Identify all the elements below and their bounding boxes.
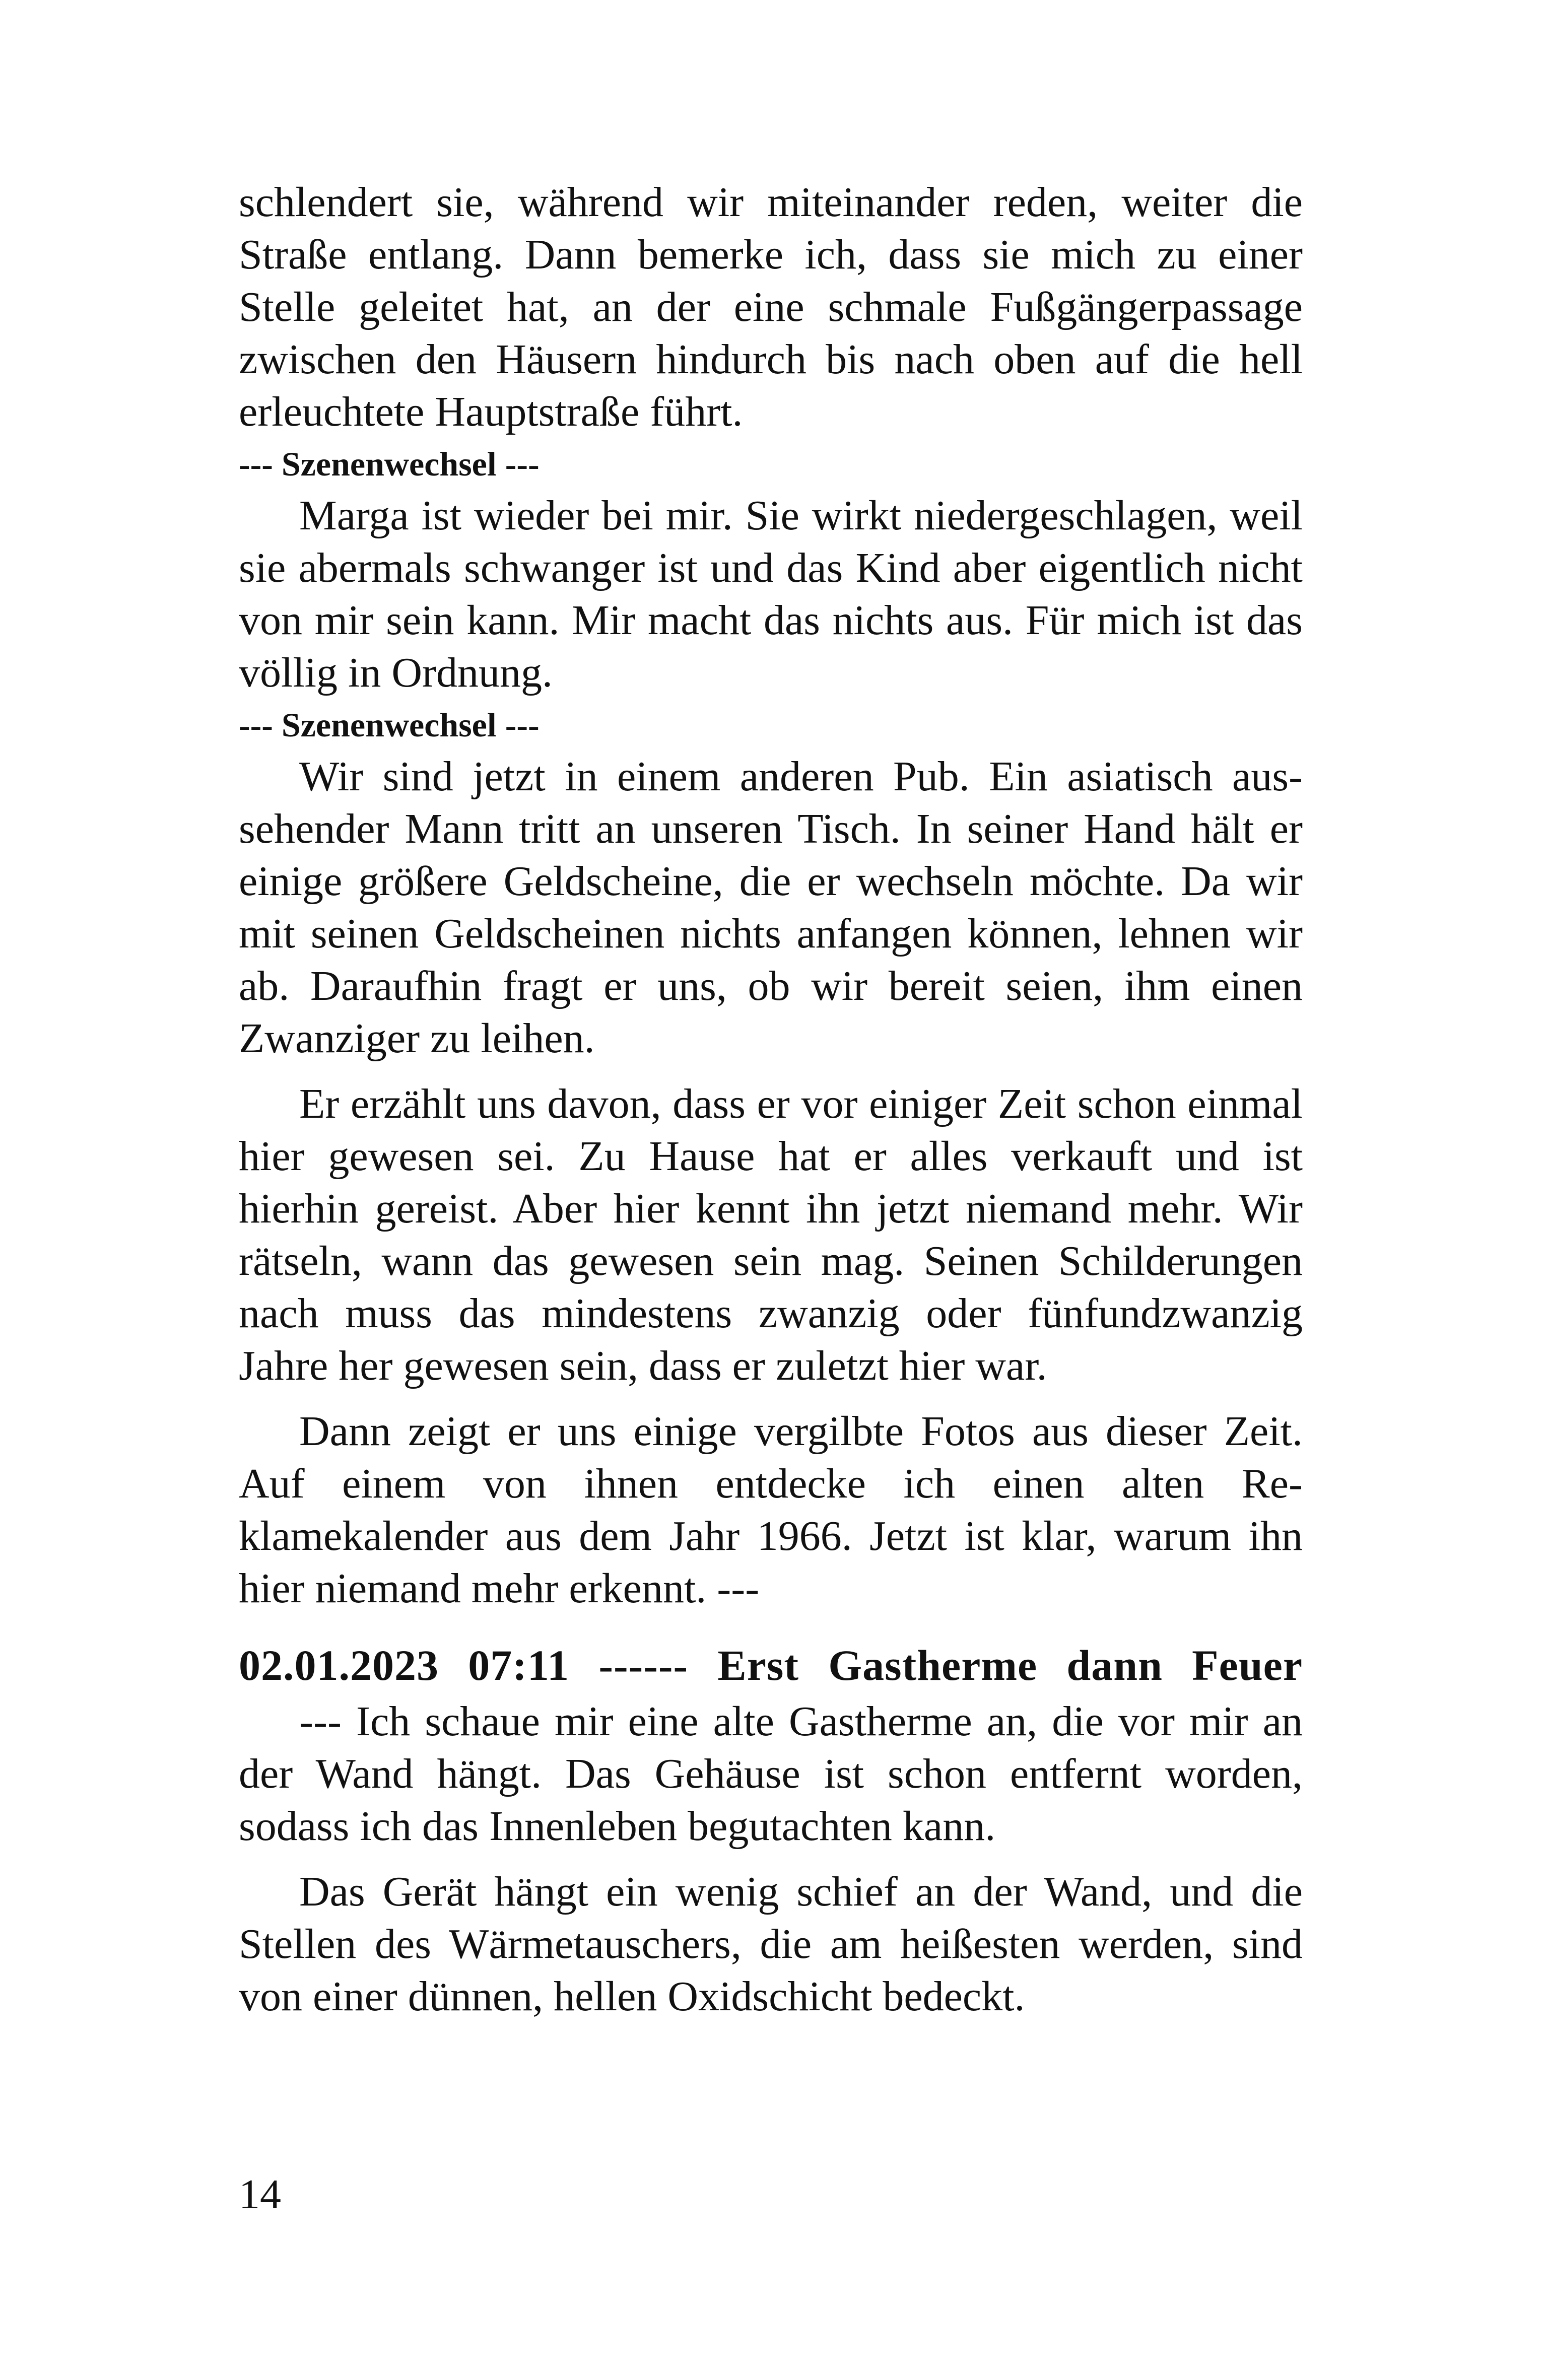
scene-break: --- Szenenwechsel --- bbox=[239, 706, 540, 744]
paragraph-continuation: schlendert sie, während wir miteinander reden, weiter die Straße entlang. Dann bemerke ich, dass sie mich zu einer Stelle geleitet hat, an der eine schmale Fußgängerpassage zwischen den Häusern hindurch bis nach oben auf die hell erleuchtete Hauptstraße führt. bbox=[239, 179, 1303, 435]
paragraph: Das Gerät hängt ein wenig schief an der Wand, und die Stellen des Wärmetauschers, die am heißesten werden, sind von einer dünnen, hellen Oxidschicht bedeckt. bbox=[239, 1868, 1303, 2020]
paragraph: Dann zeigt er uns einige vergilbte Fotos aus dieser Zeit. Auf einem von ihnen entdecke ich einen alten Reklamekalender aus dem Jahr 1966. Jetzt ist klar, warum ihn hier niemand mehr erkennt. --- bbox=[239, 1408, 1303, 1612]
page-number: 14 bbox=[239, 2171, 281, 2218]
entry-heading: 02.01.2023 07:11 ------ Erst Gastherme dann Feuer bbox=[239, 1641, 1303, 1689]
paragraph: Marga ist wieder bei mir. Sie wirkt niedergeschlagen, weil sie abermals schwanger ist und das Kind aber eigentlich nicht von mir sein kann. Mir macht das nichts aus. Für mich ist das völlig in Ordnung. bbox=[239, 492, 1303, 696]
paragraph: --- Ich schaue mir eine alte Gastherme an, die vor mir an der Wand hängt. Das Gehäuse ist schon entfernt worden, sodass ich das Innenleben begutachten kann. bbox=[239, 1698, 1303, 1850]
paragraph: Er erzählt uns davon, dass er vor einiger Zeit schon einmal hier gewesen sei. Zu Hause hat er alles verkauft und ist hierhin gereist. Aber hier kennt ihn jetzt niemand mehr. Wir rätseln, wann das gewesen sein mag. Seinen Schilderungen nach muss das mindestens zwanzig oder fünfundzwanzig Jahre her gewesen sein, dass er zuletzt hier war. bbox=[239, 1080, 1303, 1389]
paragraph: Wir sind jetzt in einem anderen Pub. Ein asiatisch aussehender Mann tritt an unseren Tisch. In seiner Hand hält er einige größere Geldscheine, die er wechseln möchte. Da wir mit seinen Geldscheinen nichts anfangen können, lehnen wir ab. Daraufhin fragt er uns, ob wir bereit seien, ihm einen Zwanziger zu leihen. bbox=[239, 753, 1303, 1062]
page-text bbox=[239, 176, 1303, 2023]
scene-break: --- Szenenwechsel --- bbox=[239, 445, 540, 483]
